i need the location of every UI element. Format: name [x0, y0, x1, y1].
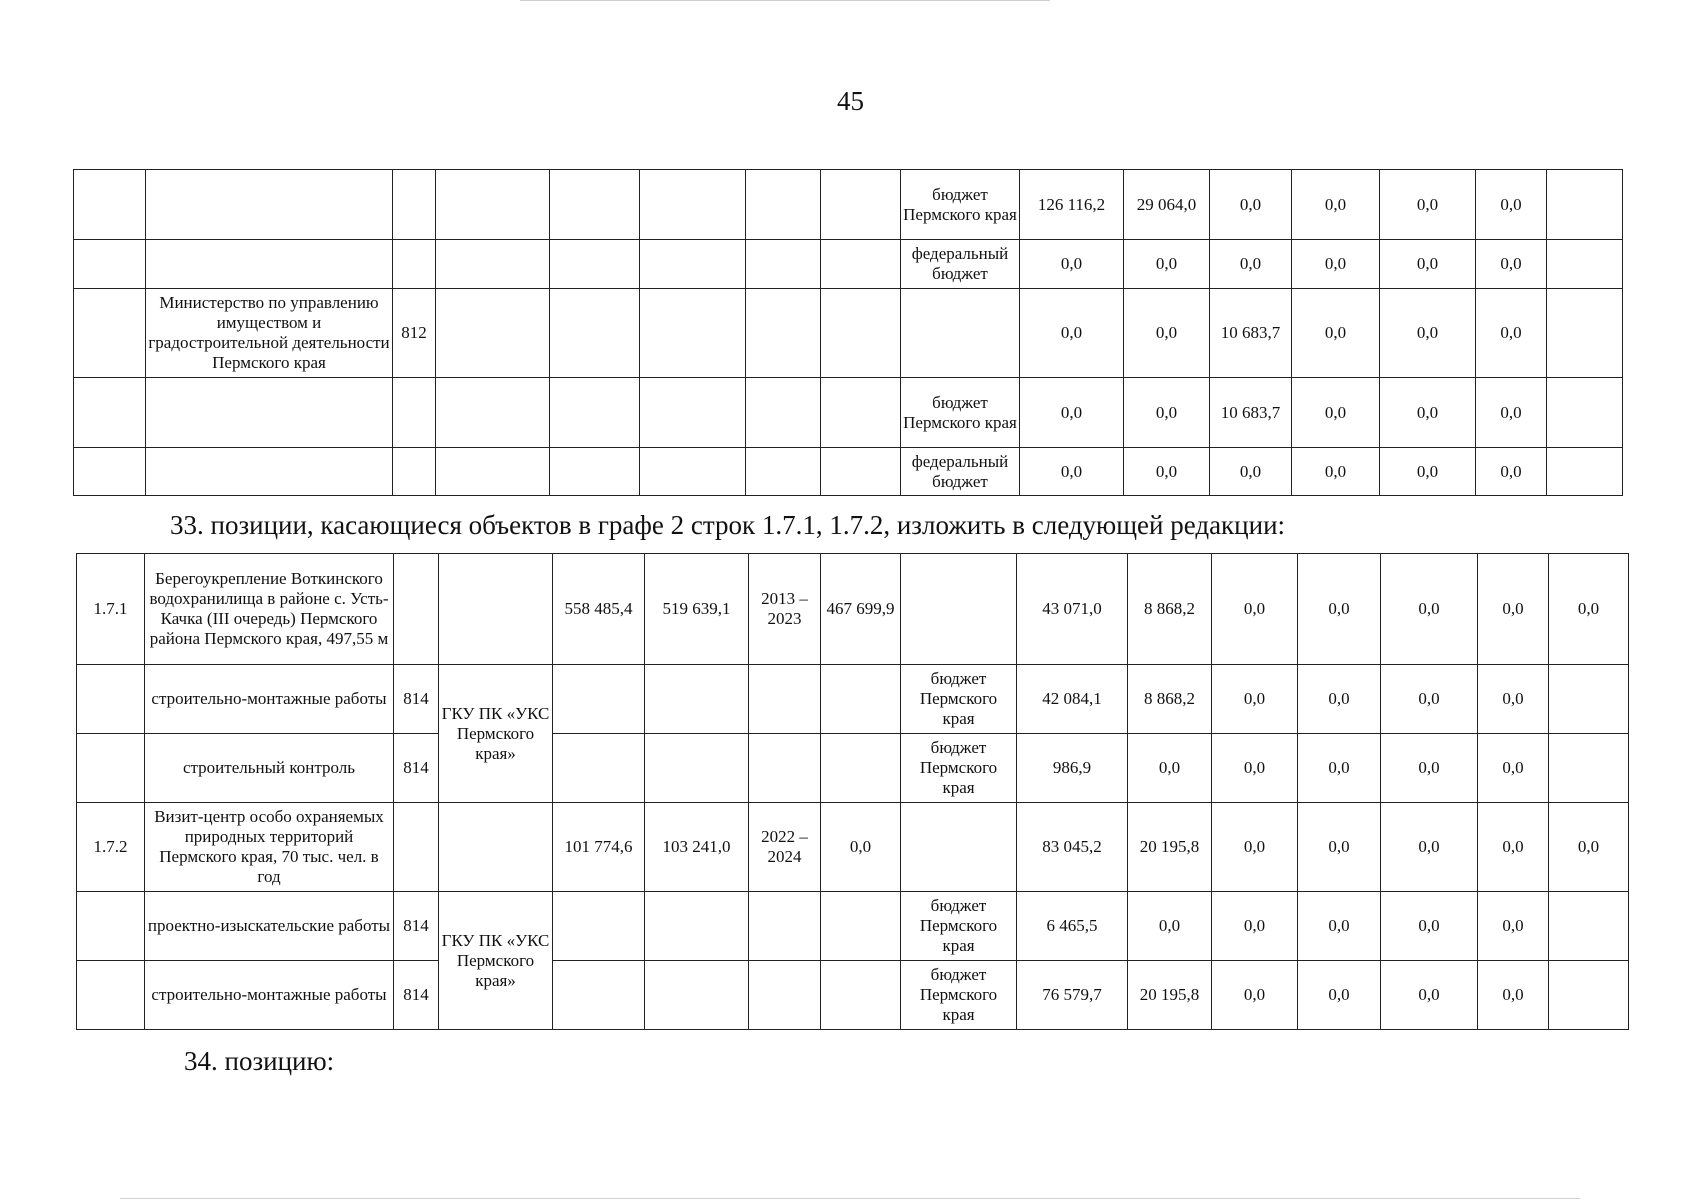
page-number: 45: [837, 86, 864, 116]
cell-cost: [550, 289, 640, 378]
cell-cost-2: [645, 892, 749, 961]
table-row: [77, 803, 1629, 892]
cell-code: 812: [393, 289, 436, 378]
cell-name: [146, 170, 393, 240]
cell-funding-source: бюджет Пермского края: [901, 378, 1020, 448]
cell-number: [74, 378, 146, 448]
cell-period: [749, 892, 821, 961]
cell-cost-2: [640, 289, 746, 378]
cell-value: 0,0: [1128, 892, 1212, 961]
cell-number: [74, 448, 146, 496]
cell-number: 1.7.2: [77, 803, 145, 892]
cell-name: строительно-монтажные работы: [145, 961, 394, 1030]
cell-value: 0,0: [1124, 378, 1210, 448]
cell-executor: [439, 803, 553, 892]
cell-value: 0,0: [1478, 803, 1549, 892]
cell-code: 814: [394, 665, 439, 734]
cell-value: 0,0: [1020, 378, 1124, 448]
cell-value: 0,0: [1476, 170, 1547, 240]
cell-value: 0,0: [1292, 170, 1380, 240]
cell-cost-2: [645, 961, 749, 1030]
cell-period: [746, 240, 821, 289]
cell-value: 0,0: [1298, 961, 1381, 1030]
cell-funding-source: бюджет Пермского края: [901, 892, 1017, 961]
cell-number: [77, 665, 145, 734]
cell-value: 0,0: [1292, 448, 1380, 496]
cell-value: 0,0: [1380, 448, 1476, 496]
table-row: [74, 289, 1623, 378]
cell-executor: [436, 378, 550, 448]
cell-value: 0,0: [1210, 170, 1292, 240]
cell-value: [1547, 289, 1623, 378]
cell-value: 0,0: [1020, 240, 1124, 289]
table-row: [77, 961, 1629, 1030]
cell-period: 2013 – 2023: [749, 554, 821, 665]
cell-value: 0,0: [1212, 734, 1298, 803]
cell-cost-2: [645, 734, 749, 803]
cell-value: 0,0: [1380, 170, 1476, 240]
table-row: [74, 170, 1623, 240]
cell-value: 0,0: [1476, 240, 1547, 289]
cell-value: 20 195,8: [1128, 961, 1212, 1030]
cell-spent: [821, 734, 901, 803]
cell-value: 0,0: [1298, 554, 1381, 665]
cell-executor: [436, 448, 550, 496]
cell-value: [1547, 170, 1623, 240]
cell-value: 8 868,2: [1128, 665, 1212, 734]
cell-period: [746, 378, 821, 448]
cell-value: 10 683,7: [1210, 289, 1292, 378]
cell-value: 0,0: [1212, 665, 1298, 734]
cell-cost: 101 774,6: [553, 803, 645, 892]
amendment-heading-34: 34. позицию:: [184, 1046, 335, 1076]
cell-value: 0,0: [1381, 665, 1478, 734]
cell-value: 0,0: [1380, 289, 1476, 378]
cell-value: 42 084,1: [1017, 665, 1128, 734]
cell-value: 126 116,2: [1020, 170, 1124, 240]
cell-cost: [550, 240, 640, 289]
cell-cost-2: 103 241,0: [645, 803, 749, 892]
cell-cost-2: 519 639,1: [645, 554, 749, 665]
cell-value: 0,0: [1381, 803, 1478, 892]
cell-value: 0,0: [1476, 289, 1547, 378]
table-row: [77, 892, 1629, 961]
table-row: [74, 240, 1623, 289]
table-row: [74, 448, 1623, 496]
cell-cost: [553, 734, 645, 803]
cell-value: [1549, 665, 1629, 734]
cell-value: 0,0: [1212, 892, 1298, 961]
cell-value: 986,9: [1017, 734, 1128, 803]
scan-artifact-bottom: [120, 1198, 1580, 1199]
cell-code: [394, 803, 439, 892]
amendment-heading-33: 33. позиции, касающиеся объектов в графе 2 строк 1.7.1, 1.7.2, изложить в следующей редакции:: [170, 510, 1286, 540]
cell-funding-source: [901, 554, 1017, 665]
cell-code: [393, 448, 436, 496]
cell-period: [746, 448, 821, 496]
cell-value: 0,0: [1212, 554, 1298, 665]
cell-funding-source: федеральный бюджет: [901, 240, 1020, 289]
cell-funding-source: бюджет Пермского края: [901, 961, 1017, 1030]
cell-value: 0,0: [1298, 734, 1381, 803]
cell-value: 0,0: [1210, 448, 1292, 496]
cell-number: [77, 892, 145, 961]
cell-value: 0,0: [1292, 240, 1380, 289]
cell-code: 814: [394, 734, 439, 803]
cell-period: [749, 665, 821, 734]
cell-executor: [439, 554, 553, 665]
cell-code: [393, 170, 436, 240]
cell-value: 0,0: [1298, 892, 1381, 961]
cell-value: 0,0: [1476, 448, 1547, 496]
cell-name: [146, 448, 393, 496]
cell-cost: [553, 665, 645, 734]
cell-value: 0,0: [1381, 961, 1478, 1030]
cell-value: 0,0: [1478, 892, 1549, 961]
cell-value: [1549, 961, 1629, 1030]
cell-spent: [821, 240, 901, 289]
cell-cost: [553, 961, 645, 1030]
cell-code: [393, 240, 436, 289]
cell-value: 76 579,7: [1017, 961, 1128, 1030]
cell-value: 0,0: [1549, 803, 1629, 892]
cell-spent: [821, 289, 901, 378]
cell-value: 0,0: [1298, 803, 1381, 892]
cell-value: 0,0: [1020, 448, 1124, 496]
cell-funding-source: федеральный бюджет: [901, 448, 1020, 496]
cell-number: [74, 170, 146, 240]
cell-code: [393, 378, 436, 448]
cell-value: 8 868,2: [1128, 554, 1212, 665]
cell-name: проектно-изыскательские работы: [145, 892, 394, 961]
cell-period: [746, 170, 821, 240]
cell-code: 814: [394, 961, 439, 1030]
cell-name: Министерство по управлению имуществом и градостроительной деятельности Пермского края: [146, 289, 393, 378]
cell-name: Берегоукрепление Воткинского водохранилища в районе с. Усть-Качка (III очередь) Пермского района Пермского края, 497,55 м: [145, 554, 394, 665]
cell-number: 1.7.1: [77, 554, 145, 665]
cell-value: [1549, 734, 1629, 803]
cell-value: 0,0: [1381, 892, 1478, 961]
table-row: [77, 734, 1629, 803]
cell-value: 0,0: [1124, 240, 1210, 289]
cell-funding-source: бюджет Пермского края: [901, 665, 1017, 734]
cell-name: строительный контроль: [145, 734, 394, 803]
cell-spent: [821, 378, 901, 448]
cell-spent: [821, 665, 901, 734]
cell-executor: [436, 289, 550, 378]
cell-value: 0,0: [1381, 554, 1478, 665]
cell-cost: [553, 892, 645, 961]
cell-value: [1547, 448, 1623, 496]
cell-funding-source: бюджет Пермского края: [901, 734, 1017, 803]
cell-value: 0,0: [1298, 665, 1381, 734]
cell-value: 0,0: [1478, 734, 1549, 803]
cell-value: 0,0: [1124, 289, 1210, 378]
cell-value: 0,0: [1380, 378, 1476, 448]
cell-value: [1549, 892, 1629, 961]
cell-cost-2: [640, 448, 746, 496]
cell-value: [1547, 378, 1623, 448]
cell-name: Визит-центр особо охраняемых природных территорий Пермского края, 70 тыс. чел. в год: [145, 803, 394, 892]
cell-cost-2: [640, 170, 746, 240]
cell-cost: [550, 448, 640, 496]
table-row: [74, 378, 1623, 448]
cell-value: 0,0: [1549, 554, 1629, 665]
cell-executor: ГКУ ПК «УКС Пермского края»: [439, 665, 553, 803]
cell-value: 0,0: [1020, 289, 1124, 378]
cell-name: [146, 378, 393, 448]
cell-funding-source: [901, 289, 1020, 378]
cell-number: [77, 961, 145, 1030]
cell-cost: [550, 170, 640, 240]
table-continuation: [73, 169, 1623, 496]
cell-value: 43 071,0: [1017, 554, 1128, 665]
cell-spent: [821, 170, 901, 240]
cell-cost-2: [645, 665, 749, 734]
cell-period: 2022 – 2024: [749, 803, 821, 892]
cell-value: [1547, 240, 1623, 289]
cell-period: [746, 289, 821, 378]
cell-spent: [821, 892, 901, 961]
cell-value: 0,0: [1292, 289, 1380, 378]
cell-value: 0,0: [1476, 378, 1547, 448]
cell-code: [394, 554, 439, 665]
cell-value: 0,0: [1381, 734, 1478, 803]
cell-value: 0,0: [1128, 734, 1212, 803]
cell-value: 0,0: [1478, 961, 1549, 1030]
cell-spent: [821, 448, 901, 496]
cell-value: 20 195,8: [1128, 803, 1212, 892]
cell-value: 0,0: [1478, 554, 1549, 665]
cell-name: строительно-монтажные работы: [145, 665, 394, 734]
cell-value: 6 465,5: [1017, 892, 1128, 961]
cell-executor: [436, 240, 550, 289]
cell-number: [74, 289, 146, 378]
table-amended-positions: [76, 553, 1629, 1030]
cell-number: [74, 240, 146, 289]
cell-period: [749, 961, 821, 1030]
cell-executor: [436, 170, 550, 240]
scan-artifact-top: [520, 0, 1050, 1]
cell-value: 0,0: [1210, 240, 1292, 289]
cell-value: 0,0: [1124, 448, 1210, 496]
cell-value: 0,0: [1292, 378, 1380, 448]
cell-value: 29 064,0: [1124, 170, 1210, 240]
cell-funding-source: бюджет Пермского края: [901, 170, 1020, 240]
cell-value: 0,0: [1380, 240, 1476, 289]
cell-funding-source: [901, 803, 1017, 892]
cell-code: 814: [394, 892, 439, 961]
cell-value: 0,0: [1212, 803, 1298, 892]
cell-cost: [550, 378, 640, 448]
cell-executor: ГКУ ПК «УКС Пермского края»: [439, 892, 553, 1030]
cell-cost-2: [640, 240, 746, 289]
cell-value: 0,0: [1478, 665, 1549, 734]
cell-spent: [821, 961, 901, 1030]
table-row: [77, 665, 1629, 734]
cell-spent: 467 699,9: [821, 554, 901, 665]
cell-name: [146, 240, 393, 289]
cell-value: 83 045,2: [1017, 803, 1128, 892]
cell-spent: 0,0: [821, 803, 901, 892]
cell-cost-2: [640, 378, 746, 448]
cell-number: [77, 734, 145, 803]
cell-value: 10 683,7: [1210, 378, 1292, 448]
cell-value: 0,0: [1212, 961, 1298, 1030]
table-row: [77, 554, 1629, 665]
cell-cost: 558 485,4: [553, 554, 645, 665]
cell-period: [749, 734, 821, 803]
